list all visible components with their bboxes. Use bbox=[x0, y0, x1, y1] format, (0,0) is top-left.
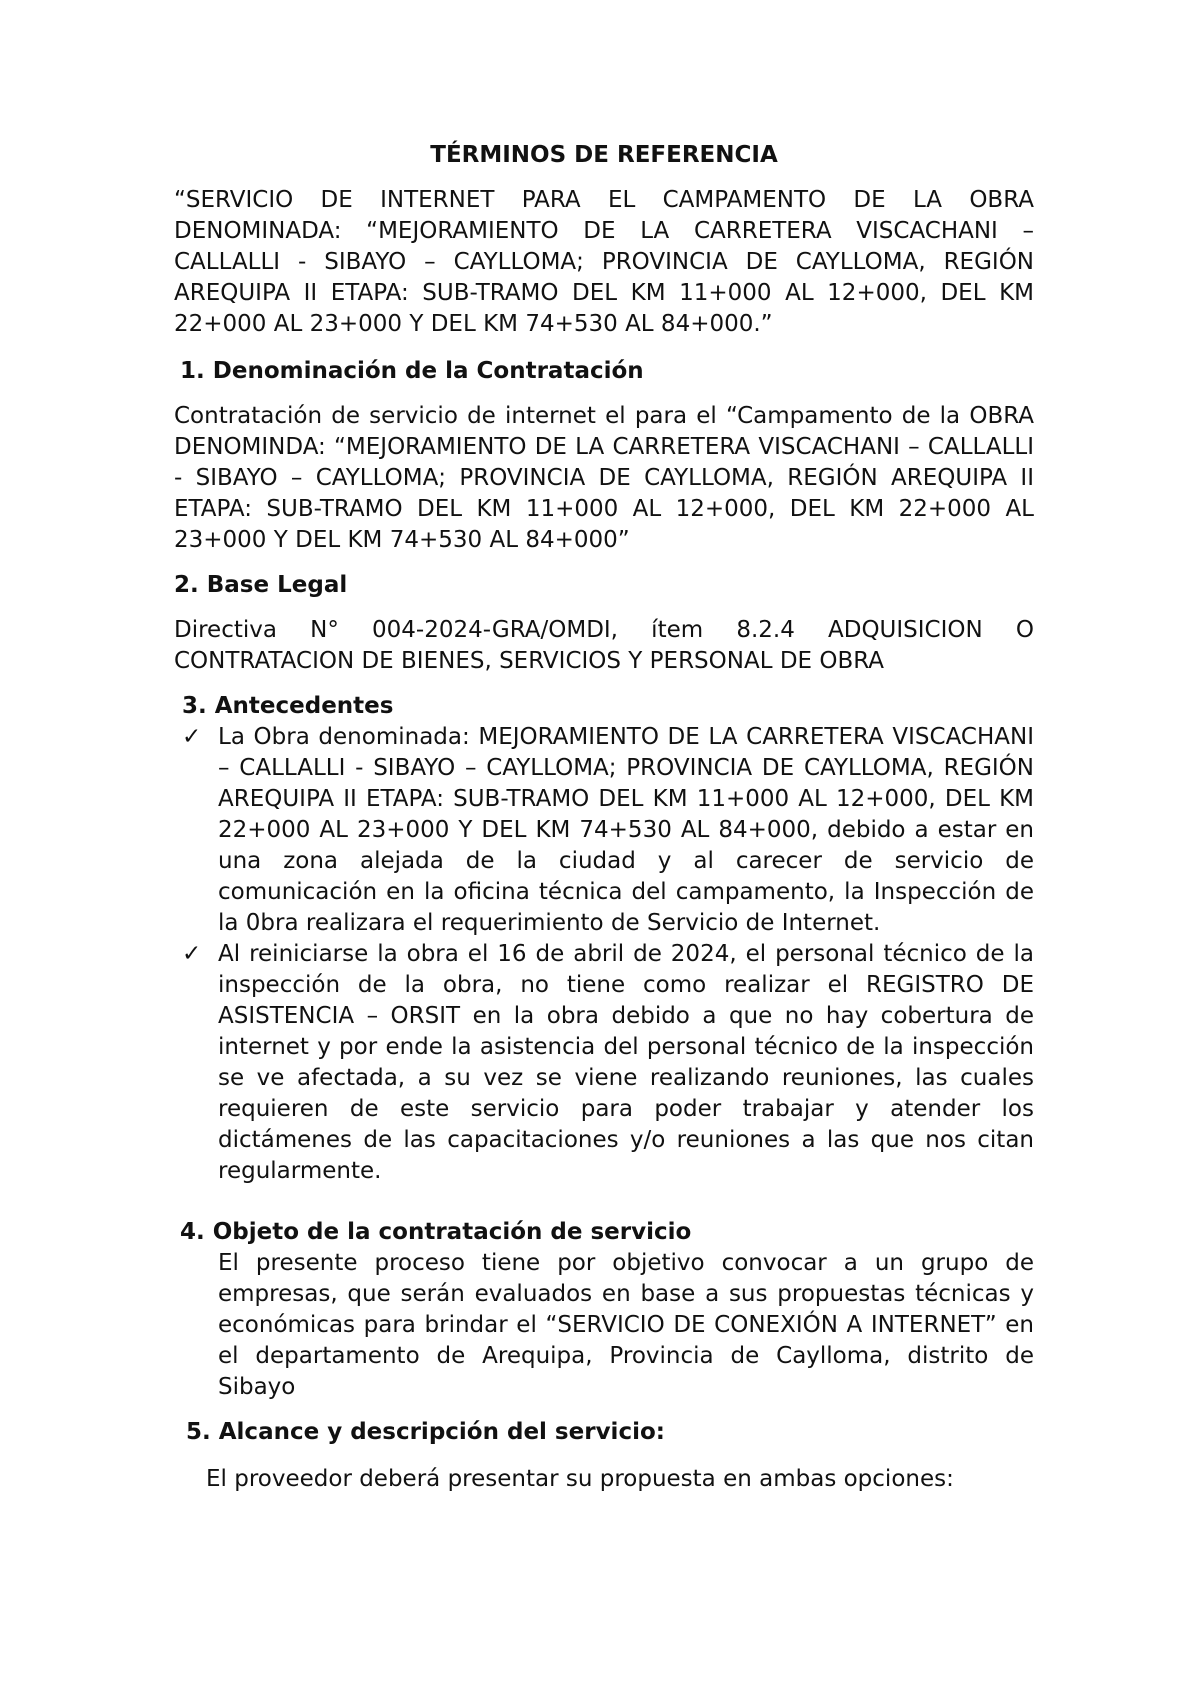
section-2-body: Directiva N° 004-2024-GRA/OMDI, ítem 8.2.4 ADQUISICION O CONTRATACION DE BIENES, SERVICIOS Y PERSONAL DE OBRA bbox=[174, 617, 1034, 674]
list-item bbox=[174, 939, 1034, 1187]
checkmark-icon: ✓ bbox=[182, 941, 202, 967]
section-3-heading: 3. Antecedentes bbox=[182, 693, 394, 719]
section-4-heading: 4. Objeto de la contratación de servicio bbox=[180, 1219, 692, 1245]
document-title: TÉRMINOS DE REFERENCIA bbox=[430, 142, 778, 168]
checkmark-icon: ✓ bbox=[182, 724, 202, 750]
antecedent-2-text: Al reiniciarse la obra el 16 de abril de 2024, el personal técnico de la inspección de la obra, no tiene como realizar el REGISTRO DE ASISTENCIA – ORSIT en la obra debido a que no hay cobertura de internet y por ende la asistencia del personal técnico de la inspección se ve afectada, a su vez se viene realizando reuniones, las cuales requieren de este servicio para poder trabajar y atender los dictámenes de las capacitaciones y/o reuniones a las que nos citan regularmente. bbox=[218, 941, 1034, 1184]
antecedent-1-text: La Obra denominada: MEJORAMIENTO DE LA CARRETERA VISCACHANI – CALLALLI - SIBAYO – CAYLLOMA; PROVINCIA DE CAYLLOMA, REGIÓN AREQUIPA II ETAPA: SUB-TRAMO DEL KM 11+000 AL 12+000, DEL KM 22+000 AL 23+000 Y DEL KM 74+530 AL 84+000, debido a estar en una zona alejada de la ciudad y al carecer de servicio de comunicación en la oficina técnica del campamento, la Inspección de la 0bra realizara el requerimiento de Servicio de Internet. bbox=[218, 724, 1034, 936]
section-2-heading: 2. Base Legal bbox=[174, 572, 348, 598]
document-body bbox=[174, 140, 1034, 1495]
section-1-heading: 1. Denominación de la Contratación bbox=[180, 358, 644, 384]
section-4-body: El presente proceso tiene por objetivo convocar a un grupo de empresas, que serán evaluados en base a sus propuestas técnicas y económicas para brindar el “SERVICIO DE CONEXIÓN A INTERNET” en el departamento de Arequipa, Provincia de Caylloma, distrito de Sibayo bbox=[218, 1250, 1034, 1400]
list-item bbox=[174, 722, 1034, 939]
section-5-heading: 5. Alcance y descripción del servicio: bbox=[186, 1419, 665, 1445]
service-title-paragraph: “SERVICIO DE INTERNET PARA EL CAMPAMENTO DE LA OBRA DENOMINADA: “MEJORAMIENTO DE LA CARRETERA VISCACHANI – CALLALLI - SIBAYO – CAYLLOMA; PROVINCIA DE CAYLLOMA, REGIÓN AREQUIPA II ETAPA: SUB-TRAMO DEL KM 11+000 AL 12+000, DEL KM 22+000 AL 23+000 Y DEL KM 74+530 AL 84+000.” bbox=[174, 187, 1034, 337]
section-1-body: Contratación de servicio de internet el para el “Campamento de la OBRA DENOMINDA: “MEJORAMIENTO DE LA CARRETERA VISCACHANI – CALLALLI - SIBAYO – CAYLLOMA; PROVINCIA DE CAYLLOMA, REGIÓN AREQUIPA II ETAPA: SUB-TRAMO DEL KM 11+000 AL 12+000, DEL KM 22+000 AL 23+000 Y DEL KM 74+530 AL 84+000” bbox=[174, 403, 1034, 553]
section-5-body: El proveedor deberá presentar su propuesta en ambas opciones: bbox=[206, 1466, 954, 1492]
